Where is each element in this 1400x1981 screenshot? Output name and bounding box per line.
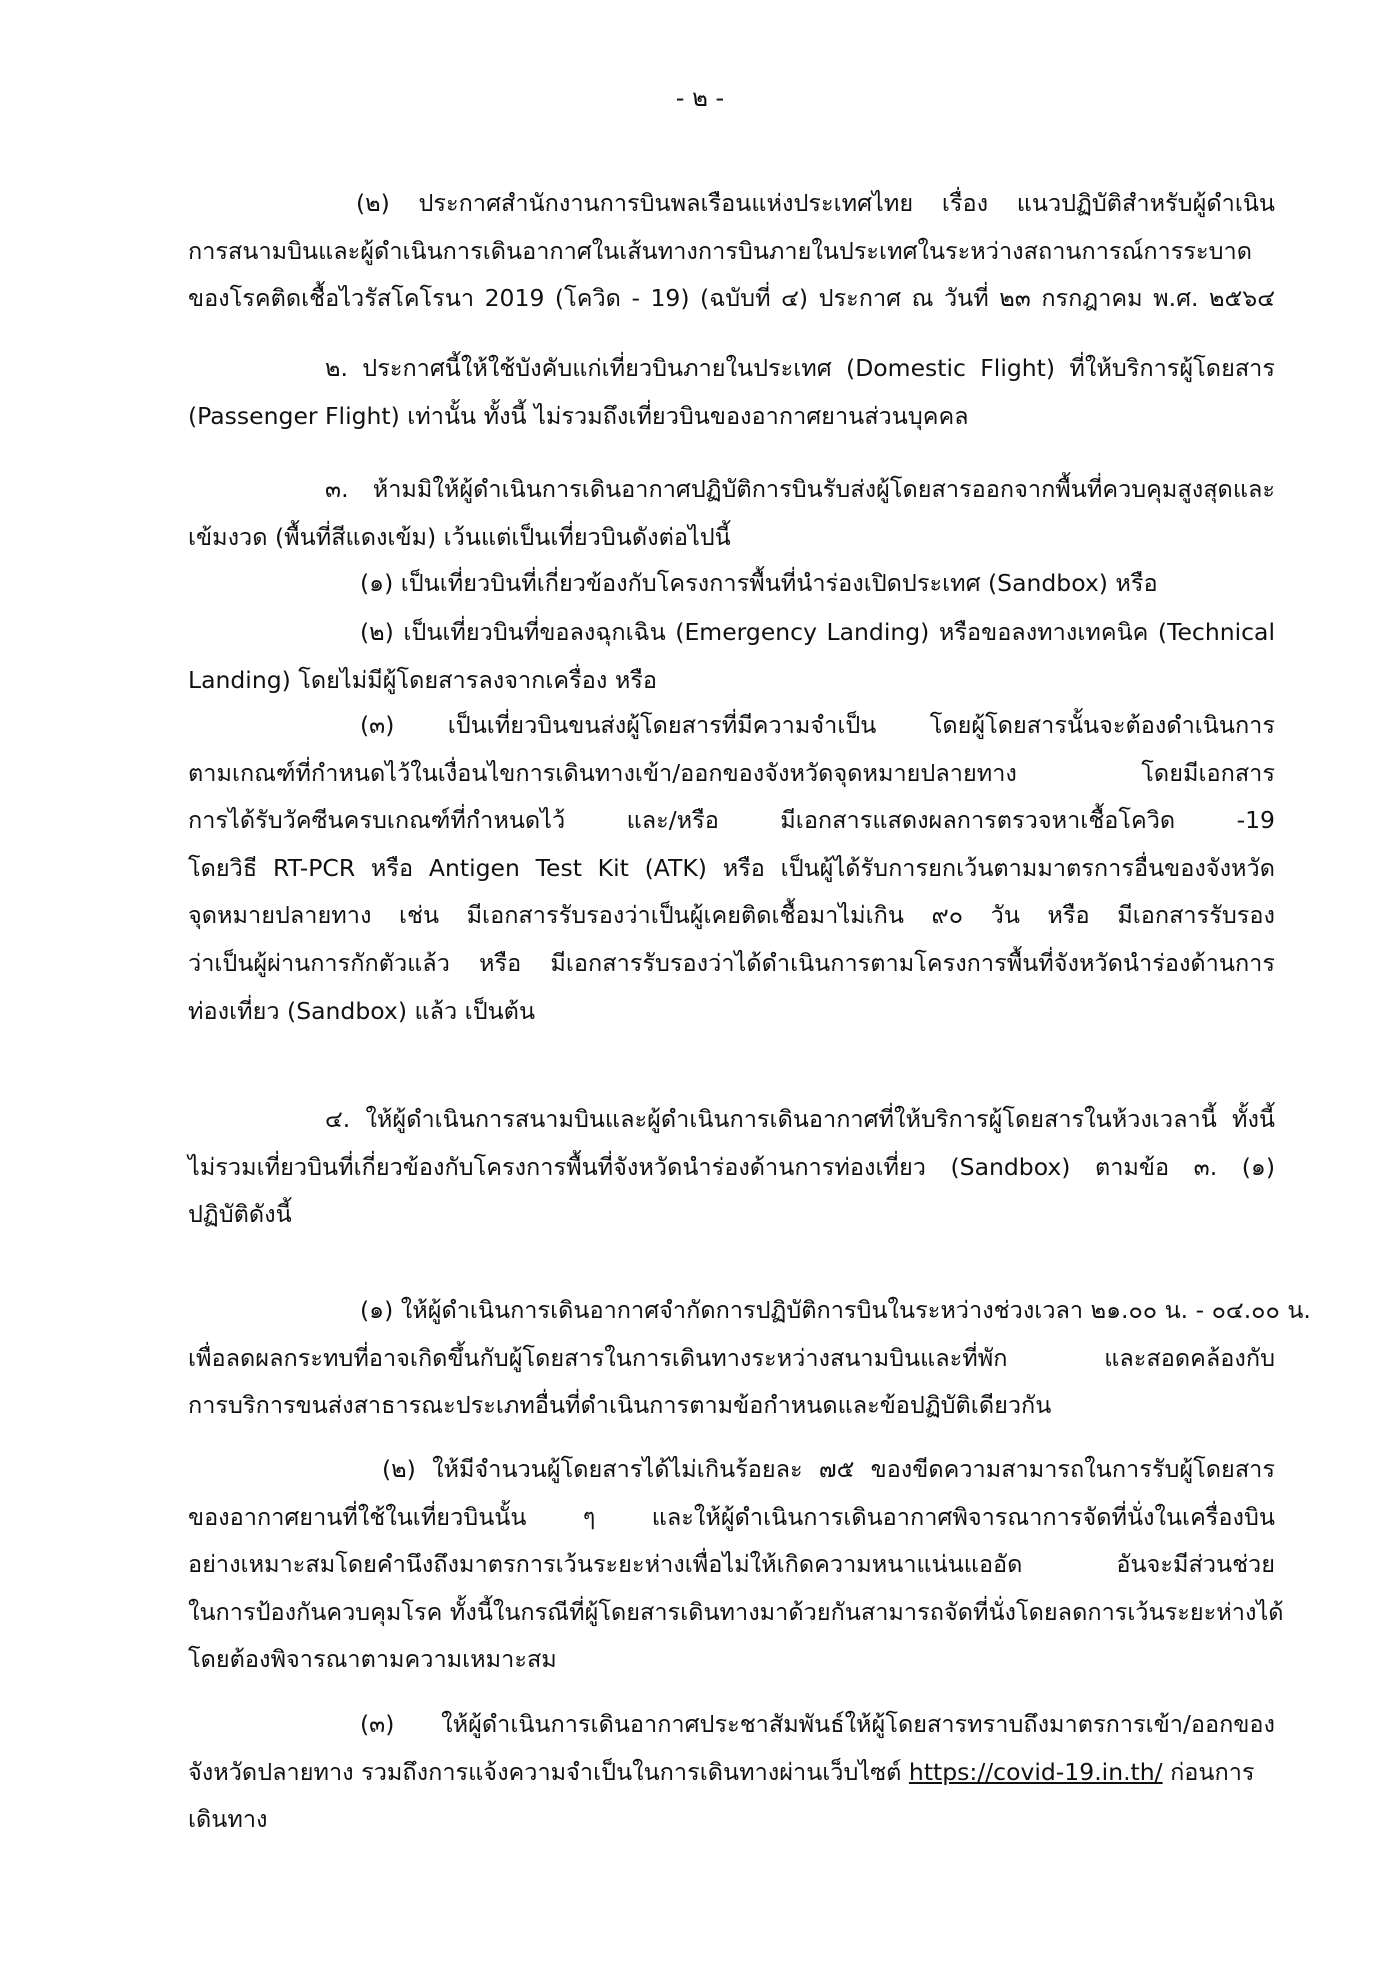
- text-line: ๓. ห้ามมิให้ผู้ดำเนินการเดินอากาศปฏิบัติการบินรับส่งผู้โดยสารออกจากพื้นที่ควบคุมสูงสุดและ: [325, 475, 1275, 503]
- text-segment: ก่อนการ: [1162, 1757, 1255, 1786]
- text-line: เพื่อลดผลกระทบที่อาจเกิดขึ้นกับผู้โดยสารในการเดินทางระหว่างสนามบินและที่พัก และสอดคล้องกับ: [188, 1343, 1275, 1372]
- text-line: ตามเกณฑ์ที่กำหนดไว้ในเงื่อนไขการเดินทางเข้า/ออกของจังหวัดจุดหมายปลายทาง โดยมีเอกสาร: [188, 758, 1275, 787]
- text-line: (๓) ให้ผู้ดำเนินการเดินอากาศประชาสัมพันธ์ให้ผู้โดยสารทราบถึงมาตรการเข้า/ออกของ: [360, 1710, 1275, 1738]
- text-segment: จังหวัดปลายทาง รวมถึงการแจ้งความจำเป็นในการเดินทางผ่านเว็บไซต์: [188, 1757, 909, 1786]
- text-line: ไม่รวมเที่ยวบินที่เกี่ยวข้องกับโครงการพื้นที่จังหวัดนำร่องด้านการท่องเที่ยว (Sandbox) ตามข้อ ๓. (๑): [188, 1152, 1275, 1181]
- text-line: ในการป้องกันควบคุมโรค ทั้งนี้ในกรณีที่ผู้โดยสารเดินทางมาด้วยกันสามารถจัดที่นั่งโดยลดการเว้นระยะห่างได้: [188, 1597, 1284, 1626]
- text-line: (๑) เป็นเที่ยวบินที่เกี่ยวข้องกับโครงการพื้นที่นำร่องเปิดประเทศ (Sandbox) หรือ: [360, 569, 1158, 597]
- text-line: ของโรคติดเชื้อไวรัสโคโรนา 2019 (โควิด - 19) (ฉบับที่ ๔) ประกาศ ณ วันที่ ๒๓ กรกฎาคม พ.ศ. ๒๕๖๔: [188, 284, 1275, 313]
- text-line: Landing) โดยไม่มีผู้โดยสารลงจากเครื่อง หรือ: [188, 665, 658, 694]
- paragraph: [188, 180, 1275, 323]
- text-line: โดยวิธี RT-PCR หรือ Antigen Test Kit (ATK) หรือ เป็นผู้ได้รับการยกเว้นตามมาตรการอื่นของจังหวัด: [188, 853, 1275, 882]
- text-line: (๑) ให้ผู้ดำเนินการเดินอากาศจำกัดการปฏิบัติการบินในระหว่างช่วงเวลา ๒๑.๐๐ น. - ๐๔.๐๐ น.: [360, 1296, 1311, 1324]
- text-line: ท่องเที่ยว (Sandbox) แล้ว เป็นต้น: [188, 996, 536, 1025]
- paragraph: [188, 1287, 1311, 1430]
- paragraph: [188, 560, 1275, 608]
- text-line: จุดหมายปลายทาง เช่น มีเอกสารรับรองว่าเป็นผู้เคยติดเชื้อมาไม่เกิน ๙๐ วัน หรือ มีเอกสารรับรอง: [188, 901, 1275, 930]
- paragraph: [188, 1096, 1275, 1239]
- text-line: ปฏิบัติดังนี้: [188, 1200, 292, 1229]
- text-line: อย่างเหมาะสมโดยคำนึงถึงมาตรการเว้นระยะห่างเพื่อไม่ให้เกิดความหนาแน่นแออัด อันจะมีส่วนช่วย: [188, 1550, 1275, 1579]
- text-line: เดินทาง: [188, 1805, 268, 1834]
- page-number: - ๒ -: [675, 84, 725, 112]
- text-line: (๒) ประกาศสำนักงานการบินพลเรือนแห่งประเทศไทย เรื่อง แนวปฏิบัติสำหรับผู้ดำเนิน: [356, 189, 1275, 217]
- text-line: การได้รับวัคซีนครบเกณฑ์ที่กำหนดไว้ และ/หรือ มีเอกสารแสดงผลการตรวจหาเชื้อโควิด -19: [188, 806, 1275, 835]
- text-line: (๒) ให้มีจำนวนผู้โดยสารได้ไม่เกินร้อยละ ๗๕ ของขีดความสามารถในการรับผู้โดยสาร: [382, 1455, 1275, 1483]
- text-line: (๓) เป็นเที่ยวบินขนส่งผู้โดยสารที่มีความจำเป็น โดยผู้โดยสารนั้นจะต้องดำเนินการ: [360, 711, 1275, 739]
- text-line: การบริการขนส่งสาธารณะประเภทอื่นที่ดำเนินการตามข้อกำหนดและข้อปฏิบัติเดียวกัน: [188, 1391, 1052, 1420]
- text-line: ๒. ประกาศนี้ให้ใช้บังคับแก่เที่ยวบินภายในประเทศ (Domestic Flight) ที่ให้บริการผู้โดยสาร: [325, 354, 1275, 382]
- text-line: [188, 1749, 1275, 1797]
- paragraph-4-3: [188, 1701, 1275, 1844]
- paragraph: [188, 609, 1275, 704]
- text-line: (Passenger Flight) เท่านั้น ทั้งนี้ ไม่รวมถึงเที่ยวบินของอากาศยานส่วนบุคคล: [188, 401, 969, 430]
- text-line: ว่าเป็นผู้ผ่านการกักตัวแล้ว หรือ มีเอกสารรับรองว่าได้ดำเนินการตามโครงการพื้นที่จังหวัดนำร่องด้านการ: [188, 948, 1275, 977]
- covid-website-link[interactable]: https://covid-19.in.th/: [908, 1757, 1163, 1786]
- text-line: การสนามบินและผู้ดำเนินการเดินอากาศในเส้นทางการบินภายในประเทศในระหว่างสถานการณ์การระบาด: [188, 236, 1252, 265]
- text-line: โดยต้องพิจารณาตามความเหมาะสม: [188, 1645, 557, 1674]
- paragraph: [188, 702, 1275, 1035]
- text-line: เข้มงวด (พื้นที่สีแดงเข้ม) เว้นแต่เป็นเที่ยวบินดังต่อไปนี้: [188, 522, 731, 551]
- text-line: ของอากาศยานที่ใช้ในเที่ยวบินนั้น ๆ และให้ผู้ดำเนินการเดินอากาศพิจารณาการจัดที่นั่งในเครื่องบิน: [188, 1502, 1275, 1531]
- paragraph: [188, 466, 1275, 561]
- paragraph: [188, 1446, 1284, 1684]
- paragraph: [188, 345, 1275, 440]
- text-line: (๒) เป็นเที่ยวบินที่ขอลงฉุกเฉิน (Emergency Landing) หรือขอลงทางเทคนิค (Technical: [360, 618, 1275, 646]
- text-line: ๔. ให้ผู้ดำเนินการสนามบินและผู้ดำเนินการเดินอากาศที่ให้บริการผู้โดยสารในห้วงเวลานี้ ทั้งนี้: [325, 1105, 1275, 1133]
